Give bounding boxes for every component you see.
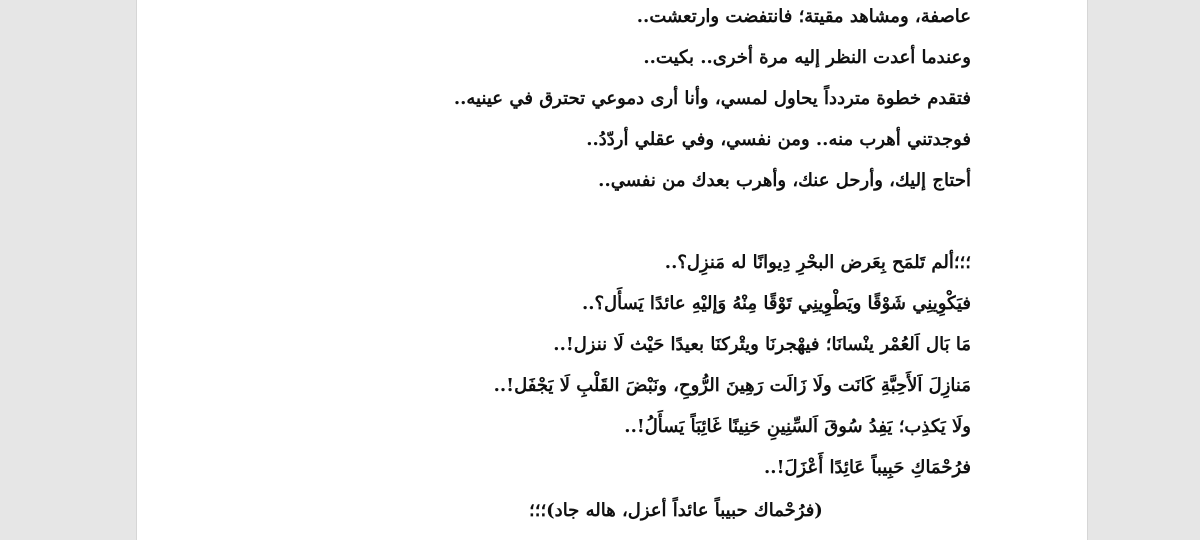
text-line-4: فوجدتني أهرب منه.. ومن نفسي، وفي عقلي أردّدُ.. xyxy=(586,129,971,150)
text-line-2: وعندما أعدت النظر إليه مرة أخرى.. بكيت.. xyxy=(643,47,971,68)
text-line-5: أحتاج إليك، وأرحل عنك، وأهرب بعدك من نفسي.. xyxy=(598,170,971,191)
poem-line-1: ؛؛؛ألم تَلمَح بِعَرض البحْرِ دِيوانًا له مَنزِل؟.. xyxy=(664,252,971,273)
poem-line-5: ولَا يَكذِب؛ يَفِدُ سُوقَ اَلسِّنِينِ حَنِينًا غَائِبَاً يَسأَلُ!.. xyxy=(624,416,971,437)
text-line-1: عاصفة، ومشاهد مقيتة؛ فانتفضت وارتعشت.. xyxy=(636,6,971,27)
poem-attribution: (فرُحْماك حبيباً عائداً أعزل، هاله جاد)؛؛؛ xyxy=(529,500,823,521)
text-line-3: فتقدم خطوة متردداً يحاول لمسي، وأنا أرى دموعي تحترق في عينيه.. xyxy=(453,88,971,109)
poem-line-4: مَنازِلَ اَلأَحِبَّةِ كَانَت ولَا زَالَت رَهِينَ الرُّوحِ، ونَبْضَ القَلْبِ لَا يَجْفَل!.. xyxy=(493,375,971,396)
document-page xyxy=(136,0,1088,540)
poem-line-6: فرُحْمَاكِ حَبِيباً عَائِدًا أَعْزَلَ!.. xyxy=(764,457,971,478)
poem-line-3: مَا بَال اَلعُمْر ينْسانَا؛ فيهْجرنَا ويتْركنَا بعيدًا حَيْث لَا ننزل!.. xyxy=(553,334,971,355)
poem-line-2: فيَكْوِينِي شَوْقًا ويَطْوِينِي تَوْقًا مِنْهُ وَإليْهِ عائدًا يَسأَل؟.. xyxy=(581,293,971,314)
